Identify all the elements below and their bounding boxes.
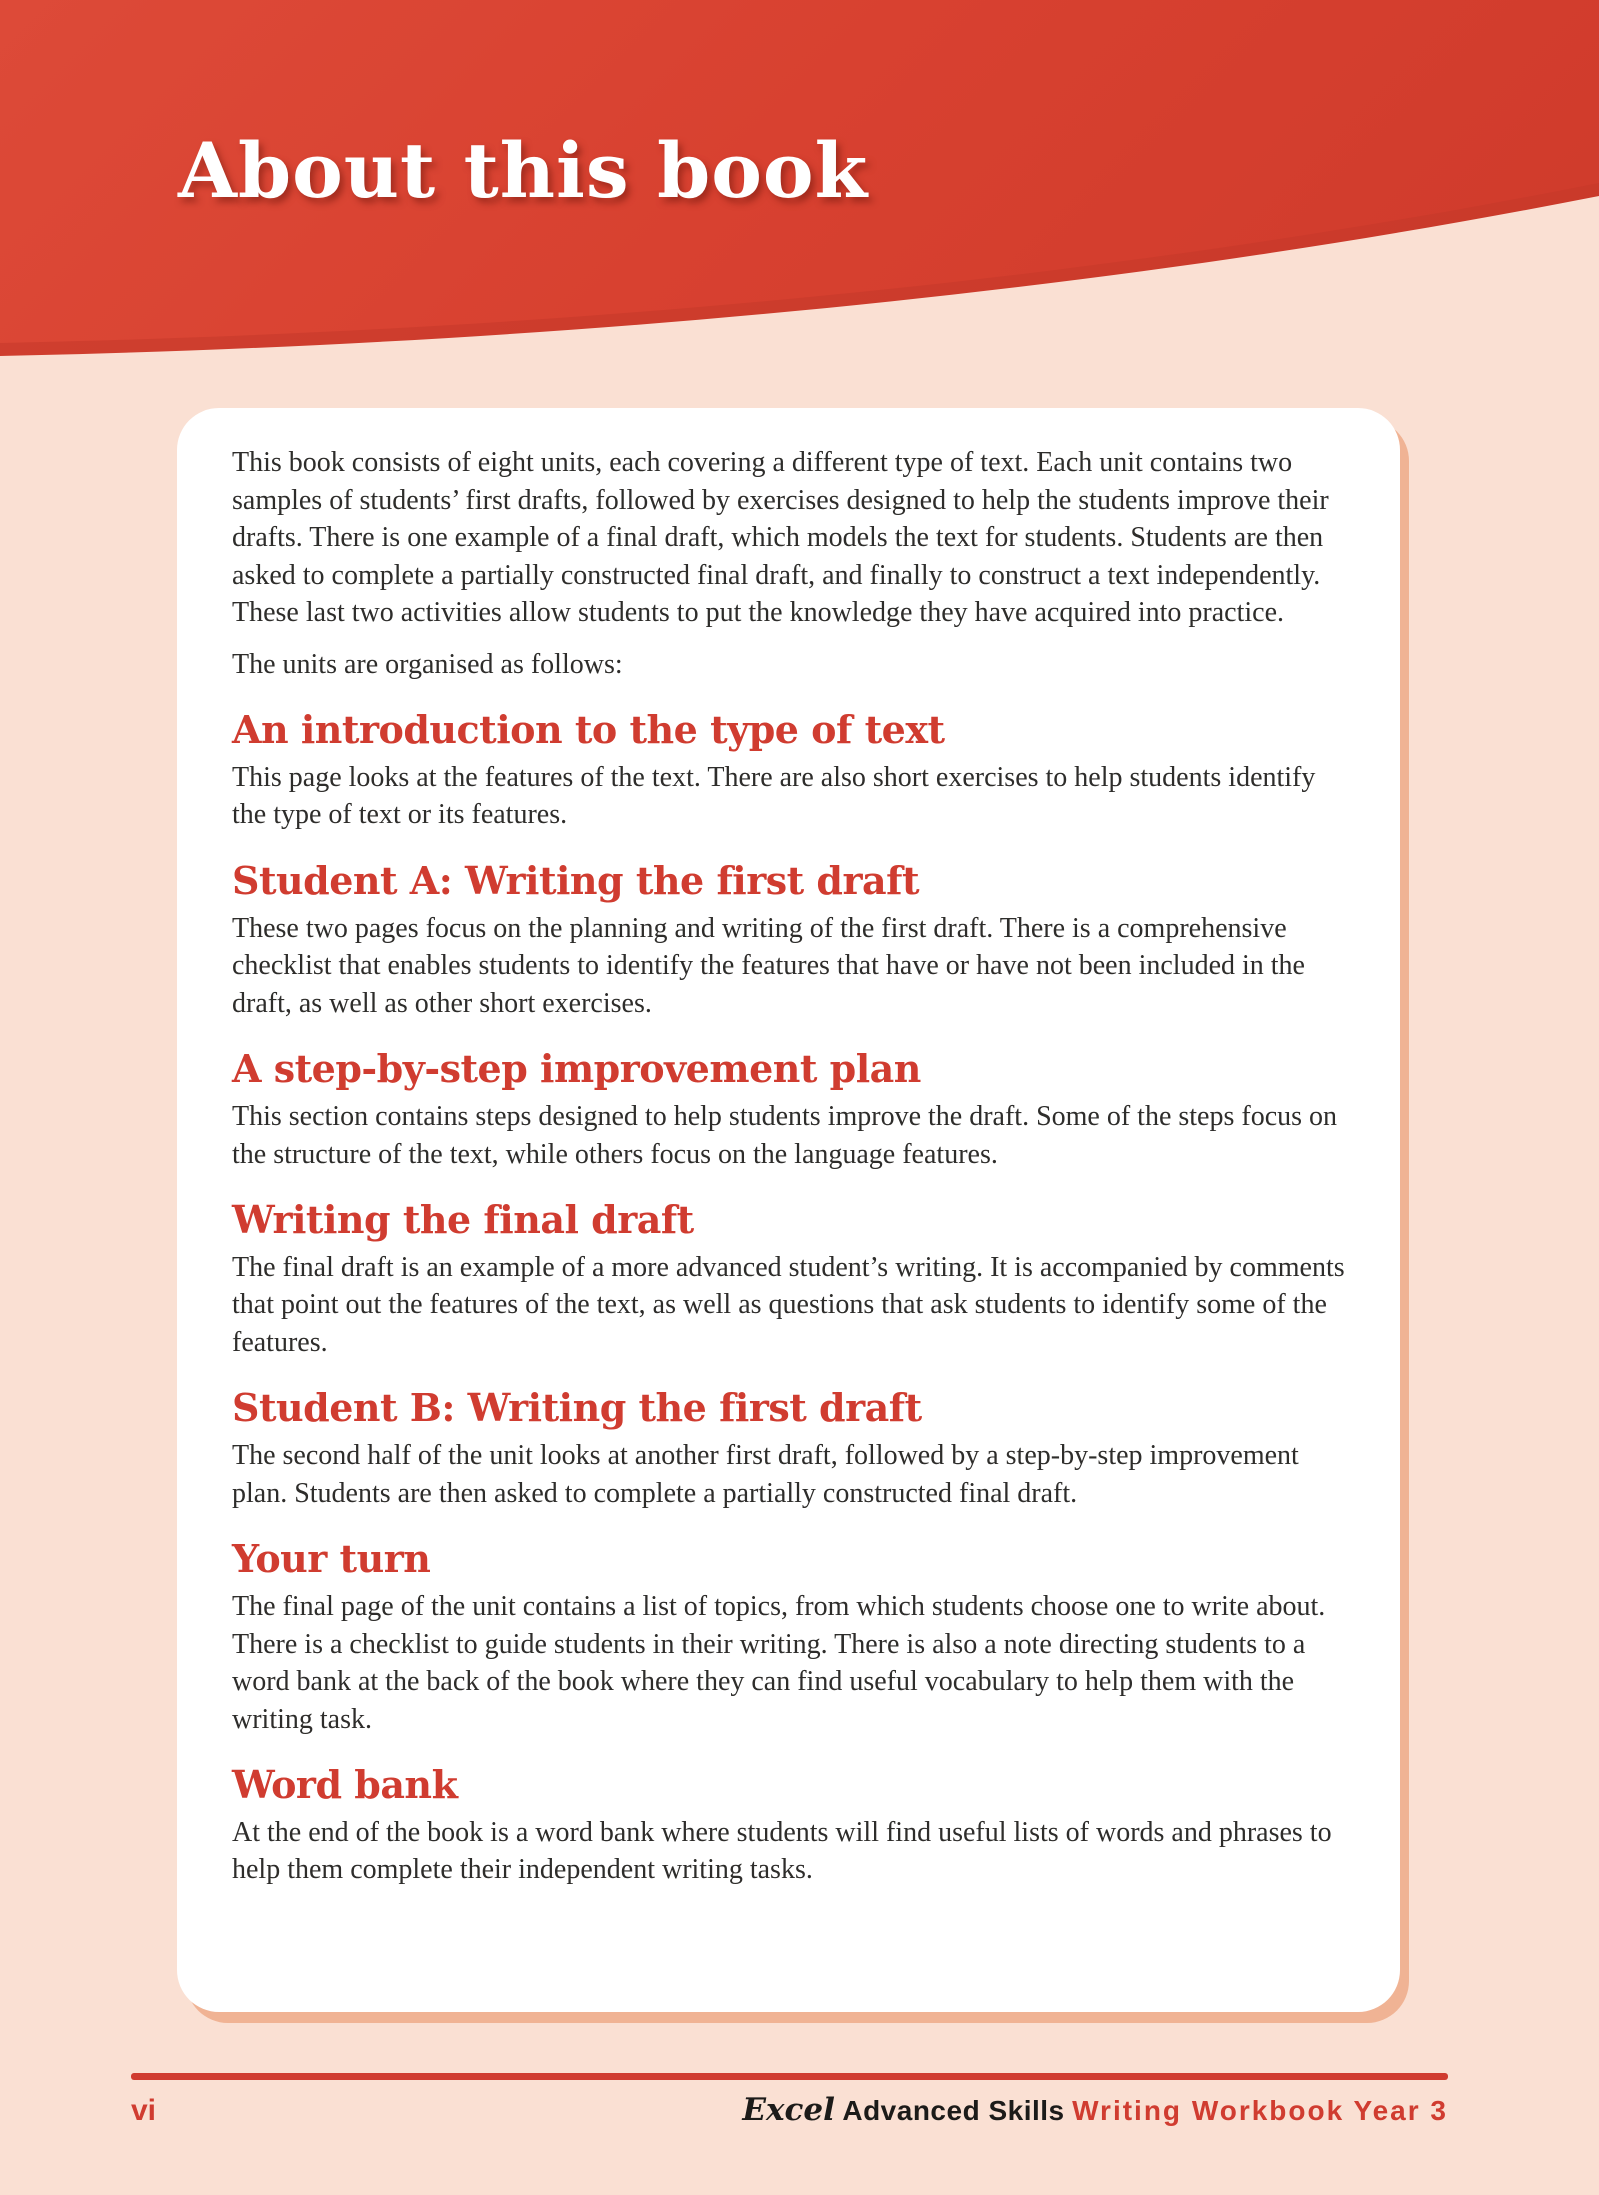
section-heading-improvement-plan: A step-by-step improvement plan <box>232 1046 921 1092</box>
footer <box>131 2092 1448 2128</box>
page-header-banner <box>0 0 1599 420</box>
section-body-word-bank: At the end of the book is a word bank where students will find useful lists of words and phrases to help them complete their independent writing tasks. <box>232 1816 1332 1886</box>
section-body-student-a: These two pages focus on the planning and writing of the first draft. There is a comprehensive checklist that enables students to identify the features that have or have not been included in the draft, as well as other short exercises. <box>232 912 1305 1019</box>
intro-lead-in: The units are organised as follows: <box>232 648 623 680</box>
footer-brand-excel: Excel <box>742 2092 835 2128</box>
section-heading-introduction: An introduction to the type of text <box>232 707 945 753</box>
section-heading-student-a: Student A: Writing the first draft <box>232 857 920 903</box>
section-heading-word-bank: Word bank <box>232 1762 458 1808</box>
section-body-improvement-plan: This section contains steps designed to help students improve the draft. Some of the steps focus on the structure of the text, while others focus on the language features. <box>232 1101 1338 1170</box>
section-heading-your-turn: Your turn <box>232 1536 431 1582</box>
section-body-student-b: The second half of the unit looks at another first draft, followed by a step-by-step improvement plan. Students are then asked to complete a partially constructed final draft. <box>232 1440 1299 1509</box>
section-body-introduction: This page looks at the features of the text. There are also short exercises to help students identify the type of text or its features. <box>232 761 1316 831</box>
footer-page-number: vi <box>131 2094 157 2127</box>
page-title: About this book <box>178 126 869 215</box>
footer-brand-advanced-skills: Advanced Skills <box>842 2095 1065 2126</box>
section-heading-final-draft: Writing the final draft <box>232 1197 694 1243</box>
footer-book-reference <box>742 2092 1448 2128</box>
content-card <box>177 408 1400 2012</box>
section-body-your-turn: The final page of the unit contains a list of topics, from which students choose one to write about. There is a checklist to guide students in their writing. There is also a note directing students to a word bank at the back of the book where they can find useful vocabulary to help them with the writing task. <box>232 1591 1326 1735</box>
section-body-final-draft: The final draft is an example of a more advanced student’s writing. It is accompanied by comments that point out the features of the text, as well as questions that ask students to identify some of the features. <box>232 1251 1345 1358</box>
section-heading-student-b: Student B: Writing the first draft <box>232 1385 922 1431</box>
footer-book-title: Writing Workbook Year 3 <box>1072 2095 1448 2126</box>
footer-divider-rule <box>131 2073 1448 2080</box>
intro-paragraph: This book consists of eight units, each covering a different type of text. Each unit contains two samples of students’ first drafts, followed by exercises designed to help the students improve their drafts. There is one example of a final draft, which models the text for students. Students are then asked to complete a partially constructed final draft, and finally to construct a text independently. These last two activities allow students to put the knowledge they have acquired into practice. <box>232 447 1329 629</box>
